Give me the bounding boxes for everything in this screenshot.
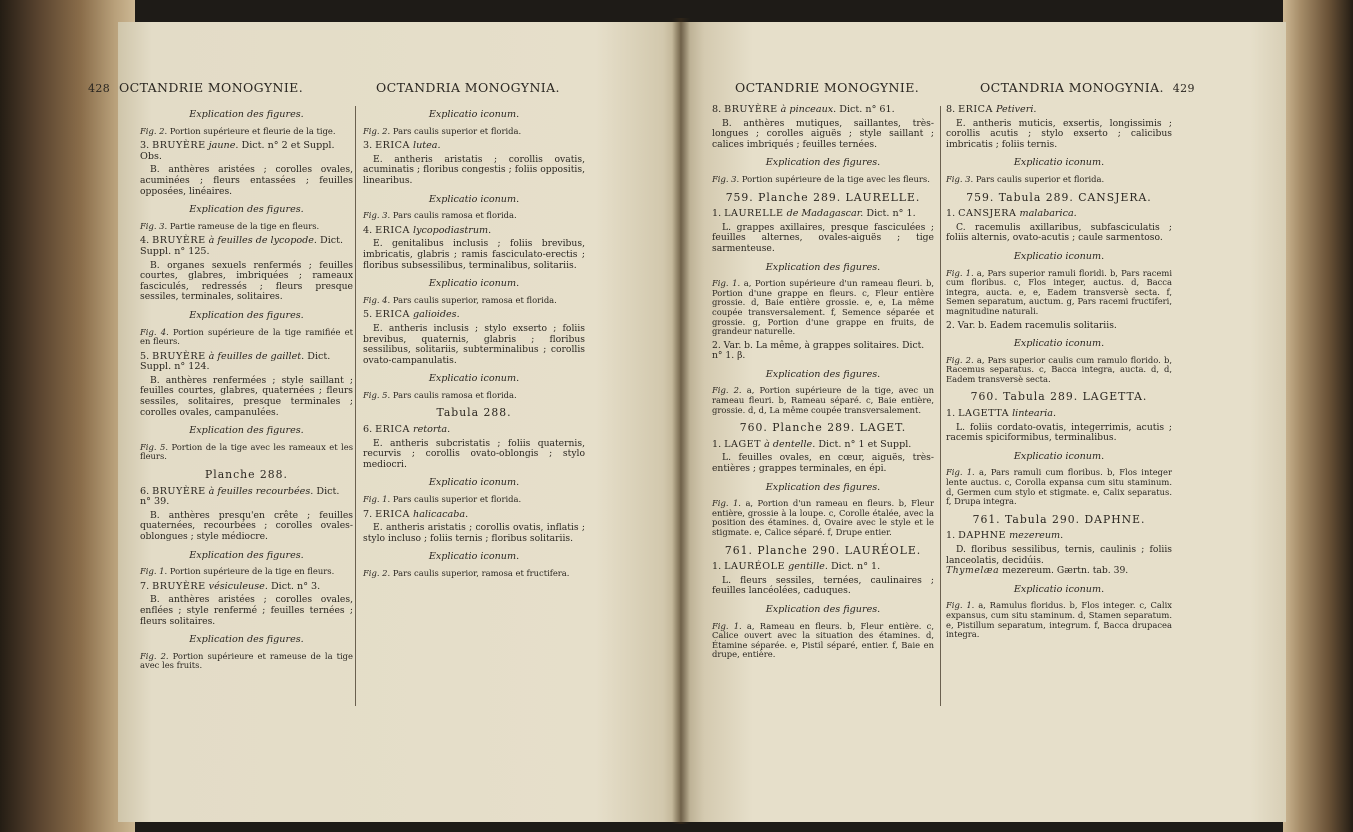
caption: Explicatio iconum. <box>428 477 520 489</box>
column-latin-right <box>946 100 1172 640</box>
entry-description: B. anthères aristées ; corolles ovales, enflées ; style renfermé ; feuilles ternées ; fleurs solitaires. <box>140 594 353 627</box>
column-divider <box>355 106 356 706</box>
entry-description: B. anthères presqu'en crête ; feuilles quaternées, recourbées ; corolles ovales-oblongues ; style médiocre. <box>140 509 353 542</box>
entry-description: E. genitalibus inclusis ; foliis brevibus, imbricatis, glabris ; ramis fasciculato-erectis ; floribus subsessilibus, terminalibus, solitariis. <box>363 238 585 271</box>
caption: Explicatio iconum. <box>428 278 520 290</box>
figure-note: Fig. 3. Portion supérieure de la tige avec les fleurs. <box>712 173 930 184</box>
entry: 5. ERICA galioides. <box>363 309 460 321</box>
caption: Explicatio iconum. <box>1013 250 1105 262</box>
plate-title: 760. Planche 289. LAGET. <box>739 421 907 435</box>
caption: Explication des figures. <box>765 261 881 273</box>
entry: 1. LAGET à dentelle. Dict. n° 1 et Suppl. <box>712 438 912 450</box>
page-number-right: 429 <box>1172 82 1195 95</box>
entry-description: B. anthères mutiques, saillantes, très-longues ; corolles aiguës ; style saillant ; calices imbriqués ; feuilles ternées. <box>712 117 934 150</box>
caption: Explication des figures. <box>189 425 304 437</box>
entry-description: B. organes sexuels renfermés ; feuilles courtes, glabres, imbriquées ; rameaux fasciculés, redressés ; fleurs presque sessiles, terminales, solitaires. <box>140 259 353 303</box>
column-divider <box>940 106 941 706</box>
right-page <box>680 22 1286 822</box>
caption: Explication des figures. <box>765 157 881 169</box>
figure-note: Fig. 3. Pars caulis superior et florida. <box>946 173 1105 184</box>
entry: 4. BRUYÈRE à feuilles de lycopode. Dict. Suppl. n° 125. <box>140 235 344 257</box>
caption: Explication des figures. <box>189 204 304 216</box>
caption: Explicatio iconum. <box>428 551 520 563</box>
plate-title: Tabula 288. <box>436 406 512 420</box>
right-page-header <box>980 80 1195 95</box>
figure-note: Fig. 2. Portion supérieure et fleurie de la tige. <box>140 125 336 136</box>
entry: 3. BRUYÈRE jaune. Dict. n° 2 et Suppl. Obs. <box>140 140 335 162</box>
figure-note: Fig. 1. a, Portion d'un rameau en fleurs. b, Fleur entière, grossie à la loupe. c, Corolle étalée, avec la position des étamines. d, Ovaire avec le style et le stigmate. e, Calice séparé. f, Drupe entier. <box>712 498 934 537</box>
entry-description: B. anthères aristées ; corolles ovales, acuminées ; fleurs entassées ; feuilles opposées, linéaires. <box>140 164 353 197</box>
figure-note: Fig. 1. a, Portion supérieure d'un rameau fleuri. b, Portion d'une grappe en fleurs. c, Fleur entière grossie. d, Baie entière grossie. e, e, La même coupée transversalement. f, Semence séparée et grossie. g, Portion d'une grappe en fruits, de grandeur naturelle. <box>712 278 934 337</box>
entry: 1. CANSJERA malabarica. <box>946 208 1077 220</box>
header-la-left: OCTANDRIA MONOGYNIA. <box>376 80 560 95</box>
plate-title: Planche 288. <box>205 468 288 482</box>
entry: 6. BRUYÈRE à feuilles recourbées. Dict. n° 39. <box>140 485 340 508</box>
book-edge-left <box>0 0 135 832</box>
entry: 1. DAPHNE mezereum. <box>946 530 1064 542</box>
caption: Explication des figures. <box>189 549 304 561</box>
figure-note: Fig. 3. Partie rameuse de la tige en fleurs. <box>140 220 320 231</box>
left-page <box>88 22 680 822</box>
figure-note: Fig. 3. Pars caulis ramosa et florida. <box>363 210 517 221</box>
caption: Explication des figures. <box>189 109 304 120</box>
figure-note: Fig. 1. a, Rameau en fleurs. b, Fleur entière. c, Calice ouvert avec la situation des étamines. d, Étamine séparée. e, Pistil séparé, entier. f, Baie en drupe, entière. <box>712 620 934 660</box>
variety-line: 2. Var. b. La même, à grappes solitaires. Dict. n° 1. β. <box>712 339 925 362</box>
figure-note: Fig. 1. a, Pars ramuli cum floribus. b, Flos integer lente auctus. c, Corolla expansa cum situ staminum. d, Germen cum stylo et stigmate. e, Calix separatus. f, Drupa integra. <box>946 467 1172 507</box>
entry: 5. BRUYÈRE à feuilles de gaillet. Dict. Suppl. n° 124. <box>140 350 331 373</box>
variety-line: 2. Var. b. Eadem racemulis solitariis. <box>946 319 1117 331</box>
plate-title: 759. Tabula 289. CANSJERA. <box>966 190 1152 204</box>
entry-description: L. feuilles ovales, en cœur, aiguës, très-entières ; grappes terminales, en épi. <box>712 452 934 475</box>
column-latin-left <box>363 102 585 579</box>
entry: 4. ERICA lycopodiastrum. <box>363 224 492 236</box>
entry: 1. LAURÉOLE gentille. Dict. n° 1. <box>712 561 881 573</box>
entry-description: L. foliis cordato-ovatis, integerrimis, acutis ; racemis spiciformibus, terminalibus. <box>946 421 1172 444</box>
caption: Explication des figures. <box>765 368 881 380</box>
entry: 1. LAURELLE de Madagascar. Dict. n° 1. <box>712 208 916 220</box>
caption: Explication des figures. <box>189 309 304 321</box>
entry: 7. ERICA halicacaba. <box>363 508 469 520</box>
figure-note: Fig. 1. a, Ramulus floridus. b, Flos integer. c, Calix expansus, cum situ staminum. d, Stamen separatum. e, Pistillum separatum, integrum. f, Bacca drupacea integra. <box>946 600 1173 640</box>
figure-note: Fig. 2. a, Pars superior caulis cum ramulo florido. b, Racemus separatus. c, Bacca integra, aucta. d, d, Eadem transversè secta. <box>946 354 1172 384</box>
figure-note: Fig. 2. Pars caulis superior, ramosa et fructifera. <box>363 568 570 578</box>
plate-title: 761. Planche 290. LAURÉOLE. <box>724 543 922 557</box>
caption: Explicatio iconum. <box>428 109 520 120</box>
figure-note: Fig. 1. a, Pars superior ramuli floridi. b, Pars racemi cum floribus. c, Flos integer, auctus. d, Bacca integra, aucta. e, e, Eadem transversè secta. f, Semen separatum, auctum. g, Pars racemi fructiferi, magnitudine naturali. <box>946 267 1173 316</box>
entry-description: L. fleurs sessiles, ternées, caulinaires ; feuilles lancéolées, caduques. <box>712 574 934 597</box>
entry: 1. LAGETTA lintearia. <box>946 408 1057 420</box>
caption: Explication des figures. <box>189 634 304 646</box>
figure-note: Fig. 4. Portion supérieure de la tige ramifiée et en fleurs. <box>140 326 353 347</box>
entry: 6. ERICA retorta. <box>363 424 451 436</box>
header-fr-left: OCTANDRIE MONOGYNIE. <box>118 80 304 95</box>
header-la-right: OCTANDRIA MONOGYNIA. <box>980 80 1164 95</box>
plate-title: 760. Tabula 289. LAGETTA. <box>970 390 1148 404</box>
plate-title: 761. Tabula 290. DAPHNE. <box>972 512 1146 526</box>
plate-title: 759. Planche 289. LAURELLE. <box>725 190 921 204</box>
figure-note: Fig. 1. Pars caulis superior et florida. <box>363 494 522 505</box>
entry: 3. ERICA lutea. <box>363 140 441 152</box>
book-edge-right <box>1283 0 1353 832</box>
figure-note: Fig. 4. Pars caulis superior, ramosa et florida. <box>363 294 557 305</box>
caption: Explicatio iconum. <box>1013 157 1105 169</box>
entry: 7. BRUYÈRE vésiculeuse. Dict. n° 3. <box>140 580 321 592</box>
figure-note: Fig. 2. a, Portion supérieure de la tige, avec un rameau fleuri. b, Rameau séparé. c, Baie entière, grossie. d, d, La même coupée transversalement. <box>712 385 934 415</box>
entry-description: E. antheris aristatis ; corollis ovatis, inflatis ; stylo incluso ; foliis ternis ; floribus solitariis. <box>363 522 585 544</box>
caption: Explicatio iconum. <box>428 193 520 205</box>
caption: Explicatio iconum. <box>1013 450 1105 462</box>
entry-description: E. antheris aristatis ; corollis ovatis, acuminatis ; floribus congestis ; foliis oppositis, linearibus. <box>363 153 585 186</box>
entry-description: E. antheris inclusis ; stylo exserto ; foliis brevibus, quaternis, glabris ; floribus sessilibus, solitariis, subterminalibus ; corollis ovato-campanulatis. <box>363 322 585 366</box>
entry-description: E. antheris muticis, exsertis, longissimis ; corollis acutis ; stylo exserto ; calicibus imbricatis ; foliis ternis. <box>946 117 1172 150</box>
entry-description: C. racemulis axillaribus, subfasciculatis ; foliis alternis, ovato-acutis ; caule sarmentoso. <box>946 221 1172 244</box>
entry-description: B. anthères renfermées ; style saillant ; feuilles courtes, glabres, quaternées ; fleurs sessiles, solitaires, presque terminales ; corolles ovales, campanulées. <box>140 374 353 418</box>
caption: Explication des figures. <box>765 481 881 493</box>
figure-note: Fig. 2. Portion supérieure et rameuse de la tige avec les fruits. <box>140 650 353 671</box>
caption: Explicatio iconum. <box>1013 583 1105 595</box>
entry-description: D. floribus sessilibus, ternis, caulinis ; foliis lanceolatis, decidúis. <box>946 544 1172 566</box>
column-french-left <box>140 102 353 671</box>
page-number-left: 428 <box>88 82 111 95</box>
caption: Explicatio iconum. <box>1013 338 1105 350</box>
synonym-line: Thymelæa mezereum. Gærtn. tab. 39. <box>946 565 1129 577</box>
left-page-header <box>88 80 303 95</box>
entry-description: E. antheris subcristatis ; foliis quaternis, recurvis ; corollis ovato-oblongis ; stylo mediocri. <box>363 437 585 470</box>
entry-description: L. grappes axillaires, presque fasciculées ; feuilles alternes, ovales-aiguës ; tige sarmenteuse. <box>712 221 934 254</box>
entry: 8. BRUYÈRE à pinceaux. Dict. n° 61. <box>712 104 895 115</box>
column-french-right <box>712 100 934 660</box>
book-gutter <box>672 18 690 824</box>
header-fr-right: OCTANDRIE MONOGYNIE. <box>735 80 920 95</box>
figure-note: Fig. 2. Pars caulis superior et florida. <box>363 125 522 136</box>
figure-note: Fig. 5. Pars caulis ramosa et florida. <box>363 389 517 400</box>
caption: Explication des figures. <box>765 603 881 615</box>
figure-note: Fig. 5. Portion de la tige avec les rameaux et les fleurs. <box>140 441 353 462</box>
entry: 8. ERICA Petiveri. <box>946 104 1037 115</box>
figure-note: Fig. 1. Portion supérieure de la tige en fleurs. <box>140 566 335 577</box>
caption: Explicatio iconum. <box>428 373 520 385</box>
